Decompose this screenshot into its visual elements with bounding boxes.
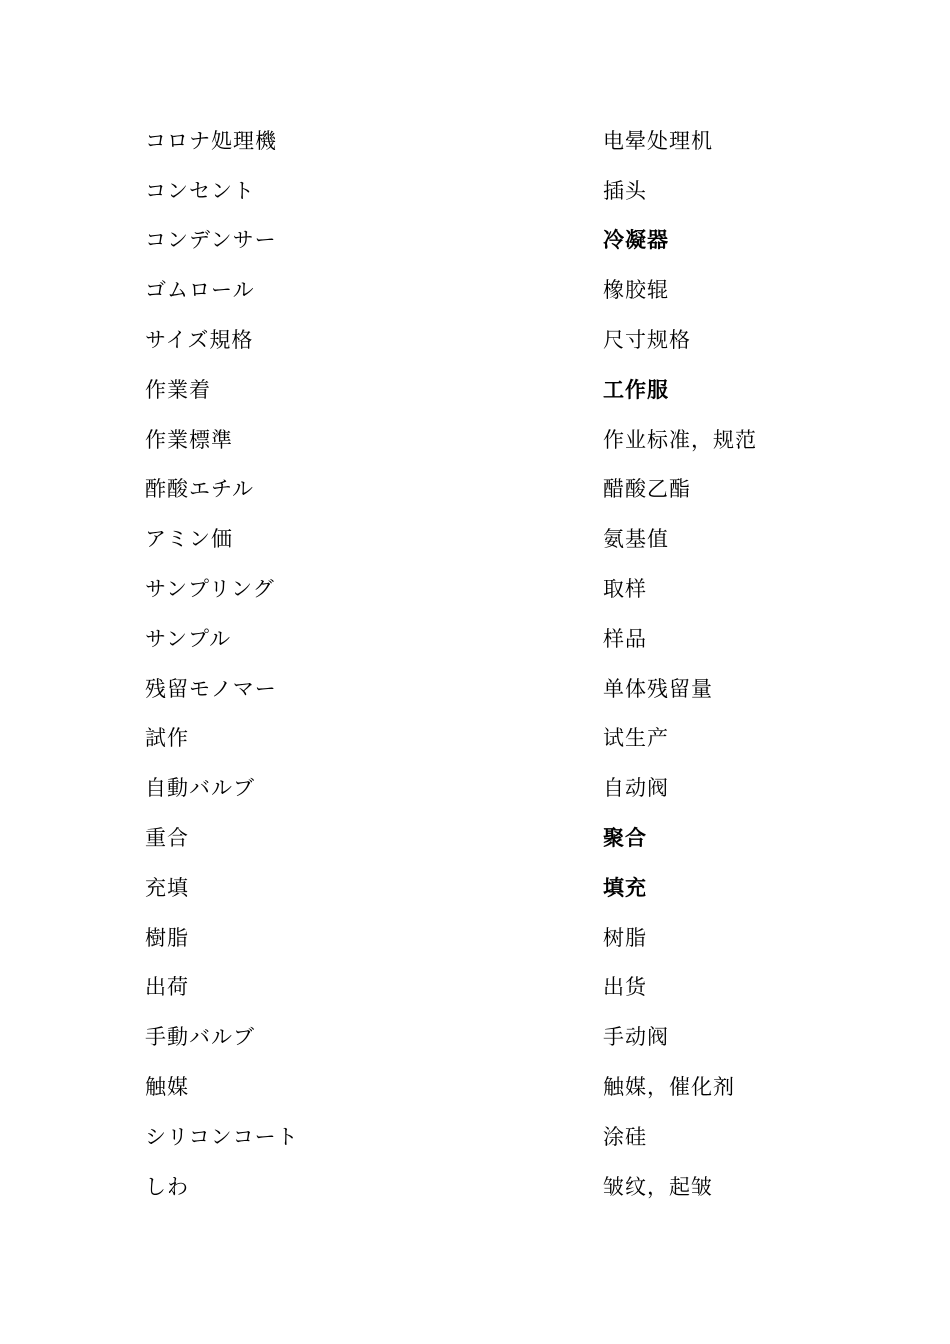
chinese-term: 单体残留量 [603, 676, 713, 701]
chinese-term: 冷凝器 [603, 228, 669, 253]
japanese-term: 出荷 [145, 975, 189, 1000]
chinese-term: 自动阀 [603, 776, 669, 801]
chinese-term: 手动阀 [603, 1025, 669, 1050]
glossary-row [145, 264, 865, 314]
glossary-row [145, 713, 865, 763]
glossary-row [145, 364, 865, 414]
japanese-term: コロナ処理機 [145, 128, 277, 153]
glossary-row [145, 513, 865, 563]
chinese-term: 触媒，催化剂 [603, 1075, 735, 1100]
chinese-term: 工作服 [603, 377, 669, 402]
japanese-term: サイズ規格 [145, 328, 254, 353]
japanese-term: シリコンコート [145, 1124, 299, 1149]
glossary-row [145, 762, 865, 812]
glossary-row [145, 613, 865, 663]
japanese-term: 酢酸エチル [145, 477, 254, 502]
chinese-term: 皱纹，起皱 [603, 1174, 713, 1199]
chinese-term: 氨基值 [603, 527, 669, 552]
japanese-term: 充填 [145, 875, 189, 900]
japanese-term: 重合 [145, 826, 189, 851]
japanese-term: しわ [145, 1174, 189, 1199]
glossary-row [145, 464, 865, 514]
chinese-term: 插头 [603, 178, 647, 203]
chinese-term: 填充 [603, 875, 647, 900]
glossary-row [145, 115, 865, 165]
japanese-term: 樹脂 [145, 925, 189, 950]
japanese-term: ゴムロール [145, 278, 255, 303]
glossary-table [145, 115, 865, 1211]
glossary-row [145, 962, 865, 1012]
japanese-term: サンプル [145, 626, 232, 651]
glossary-row [145, 165, 865, 215]
glossary-row [145, 215, 865, 265]
chinese-term: 电晕处理机 [603, 128, 713, 153]
glossary-row [145, 414, 865, 464]
japanese-term: コンセント [145, 178, 255, 203]
glossary-row [145, 314, 865, 364]
chinese-term: 出货 [603, 975, 647, 1000]
glossary-row [145, 1011, 865, 1061]
glossary-row [145, 563, 865, 613]
glossary-row [145, 663, 865, 713]
japanese-term: コンデンサー [145, 228, 277, 253]
glossary-row [145, 912, 865, 962]
chinese-term: 取样 [603, 577, 647, 602]
japanese-term: 試作 [145, 726, 189, 751]
chinese-term: 橡胶辊 [603, 278, 669, 303]
chinese-term: 尺寸规格 [603, 328, 691, 353]
glossary-row [145, 812, 865, 862]
chinese-term: 作业标准，规范 [603, 427, 757, 452]
chinese-term: 聚合 [603, 826, 647, 851]
japanese-term: 触媒 [145, 1075, 189, 1100]
chinese-term: 涂硅 [603, 1124, 647, 1149]
japanese-term: 作業標準 [145, 427, 233, 452]
glossary-row [145, 1111, 865, 1161]
japanese-term: アミン価 [145, 527, 233, 552]
japanese-term: 手動バルブ [145, 1025, 255, 1050]
glossary-row [145, 862, 865, 912]
japanese-term: 自動バルブ [145, 776, 255, 801]
chinese-term: 试生产 [603, 726, 669, 751]
japanese-term: サンプリング [145, 577, 275, 602]
japanese-term: 作業着 [145, 377, 211, 402]
chinese-term: 醋酸乙酯 [603, 477, 691, 502]
glossary-row [145, 1161, 865, 1211]
chinese-term: 样品 [603, 626, 647, 651]
chinese-term: 树脂 [603, 925, 647, 950]
glossary-row [145, 1061, 865, 1111]
japanese-term: 残留モノマー [145, 676, 277, 701]
